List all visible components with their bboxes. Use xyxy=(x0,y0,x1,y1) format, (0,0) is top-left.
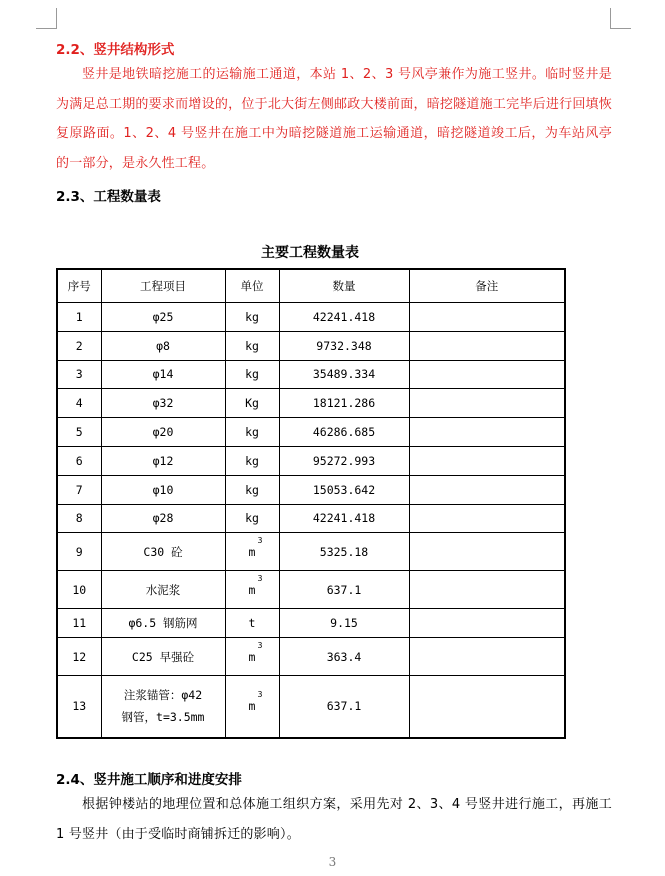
cell-unit xyxy=(225,533,279,571)
table-row xyxy=(57,571,565,609)
section-paragraph-2-4: 根据钟楼站的地理位置和总体施工组织方案，采用先对 2、3、4 号竖井进行施工，再施工 1 号竖井（由于受临时商铺拆迁的影响）。 xyxy=(56,797,612,842)
cell-unit xyxy=(225,571,279,609)
unit-superscript: 3 xyxy=(257,690,263,700)
table-header-row xyxy=(57,269,565,303)
cell-note xyxy=(409,475,565,504)
cell-qty: 35489.334 xyxy=(279,360,409,389)
cell-item: φ12 xyxy=(101,446,225,475)
cell-no: 12 xyxy=(57,638,101,676)
cell-note xyxy=(409,533,565,571)
cell-no: 9 xyxy=(57,533,101,571)
section-paragraph-2-2: 竖井是地铁暗挖施工的运输施工通道，本站 1、2、3 号风亭兼作为施工竖井。临时竖井是为满足总工期的要求而增设的，位于北大街左侧邮政大楼前面，暗挖隧道施工完毕后进行回填恢复原路面。1、2、4 号竖井在施工中为暗挖隧道施工运输通道，暗挖隧道竣工后，为车站风亭的一部分，是永久性工程。 xyxy=(56,67,612,171)
cell-item: C25 早强砼 xyxy=(101,638,225,676)
cell-item: φ6.5 钢筋网 xyxy=(101,609,225,638)
cell-item: 水泥浆 xyxy=(101,571,225,609)
cell-note xyxy=(409,389,565,418)
cell-note xyxy=(409,609,565,638)
cell-unit: kg xyxy=(225,303,279,332)
table-row xyxy=(57,389,565,418)
cell-note xyxy=(409,676,565,738)
cell-unit: t xyxy=(225,609,279,638)
table-row xyxy=(57,504,565,533)
cell-qty: 637.1 xyxy=(279,571,409,609)
cell-item-line-1: 注浆锚管：φ42 xyxy=(123,688,203,703)
cell-note xyxy=(409,303,565,332)
cell-note xyxy=(409,360,565,389)
cell-no: 13 xyxy=(57,676,101,738)
cell-note xyxy=(409,446,565,475)
unit-superscript: 3 xyxy=(257,573,263,583)
cell-unit: Kg xyxy=(225,389,279,418)
unit-text: m xyxy=(248,699,256,714)
table-title: 主要工程数量表 xyxy=(261,245,359,261)
table-row xyxy=(57,303,565,332)
header-qty: 数量 xyxy=(279,269,409,303)
table-row xyxy=(57,638,565,676)
cell-no: 4 xyxy=(57,389,101,418)
cell-qty: 637.1 xyxy=(279,676,409,738)
unit-text: m xyxy=(248,544,256,559)
page-corner-mark-left xyxy=(36,8,57,29)
table-row xyxy=(57,475,565,504)
table-row xyxy=(57,533,565,571)
section-heading-2-3: 2.3、工程数量表 xyxy=(56,189,161,205)
cell-note xyxy=(409,638,565,676)
cell-note xyxy=(409,571,565,609)
quantity-table xyxy=(56,268,566,739)
page-corner-mark-right xyxy=(610,8,631,29)
cell-unit: kg xyxy=(225,475,279,504)
cell-qty: 363.4 xyxy=(279,638,409,676)
section-heading-2-2: 2.2、竖井结构形式 xyxy=(56,42,175,58)
cell-item: φ32 xyxy=(101,389,225,418)
header-no: 序号 xyxy=(57,269,101,303)
cell-note xyxy=(409,418,565,447)
header-unit: 单位 xyxy=(225,269,279,303)
cell-qty: 42241.418 xyxy=(279,303,409,332)
cell-item-line-2: 钢管，t=3.5mm xyxy=(121,710,205,725)
cell-item: φ25 xyxy=(101,303,225,332)
header-item: 工程项目 xyxy=(101,269,225,303)
cell-no: 2 xyxy=(57,331,101,360)
cell-no: 5 xyxy=(57,418,101,447)
cell-unit: kg xyxy=(225,360,279,389)
cell-no: 1 xyxy=(57,303,101,332)
cell-qty: 46286.685 xyxy=(279,418,409,447)
cell-item: φ20 xyxy=(101,418,225,447)
cell-no: 8 xyxy=(57,504,101,533)
cell-qty: 9732.348 xyxy=(279,331,409,360)
table-row xyxy=(57,418,565,447)
header-note: 备注 xyxy=(409,269,565,303)
table-row xyxy=(57,609,565,638)
unit-text: m xyxy=(248,582,256,597)
cell-item: φ28 xyxy=(101,504,225,533)
cell-unit xyxy=(225,638,279,676)
cell-unit: kg xyxy=(225,504,279,533)
cell-qty: 42241.418 xyxy=(279,504,409,533)
table-row xyxy=(57,360,565,389)
cell-unit: kg xyxy=(225,418,279,447)
cell-note xyxy=(409,331,565,360)
table-row xyxy=(57,331,565,360)
cell-unit xyxy=(225,676,279,738)
cell-item: C30 砼 xyxy=(101,533,225,571)
cell-item xyxy=(101,676,225,738)
unit-superscript: 3 xyxy=(257,535,263,545)
table-row xyxy=(57,676,565,738)
cell-qty: 9.15 xyxy=(279,609,409,638)
cell-item: φ14 xyxy=(101,360,225,389)
cell-qty: 95272.993 xyxy=(279,446,409,475)
cell-qty: 15053.642 xyxy=(279,475,409,504)
cell-unit: kg xyxy=(225,446,279,475)
page-number: 3 xyxy=(328,855,337,869)
cell-unit: kg xyxy=(225,331,279,360)
cell-no: 11 xyxy=(57,609,101,638)
cell-item: φ8 xyxy=(101,331,225,360)
cell-no: 6 xyxy=(57,446,101,475)
cell-no: 7 xyxy=(57,475,101,504)
cell-qty: 18121.286 xyxy=(279,389,409,418)
cell-qty: 5325.18 xyxy=(279,533,409,571)
unit-superscript: 3 xyxy=(257,640,263,650)
cell-no: 3 xyxy=(57,360,101,389)
cell-no: 10 xyxy=(57,571,101,609)
cell-note xyxy=(409,504,565,533)
table-row xyxy=(57,446,565,475)
unit-text: m xyxy=(248,649,256,664)
cell-item: φ10 xyxy=(101,475,225,504)
section-heading-2-4: 2.4、竖井施工顺序和进度安排 xyxy=(56,772,242,788)
